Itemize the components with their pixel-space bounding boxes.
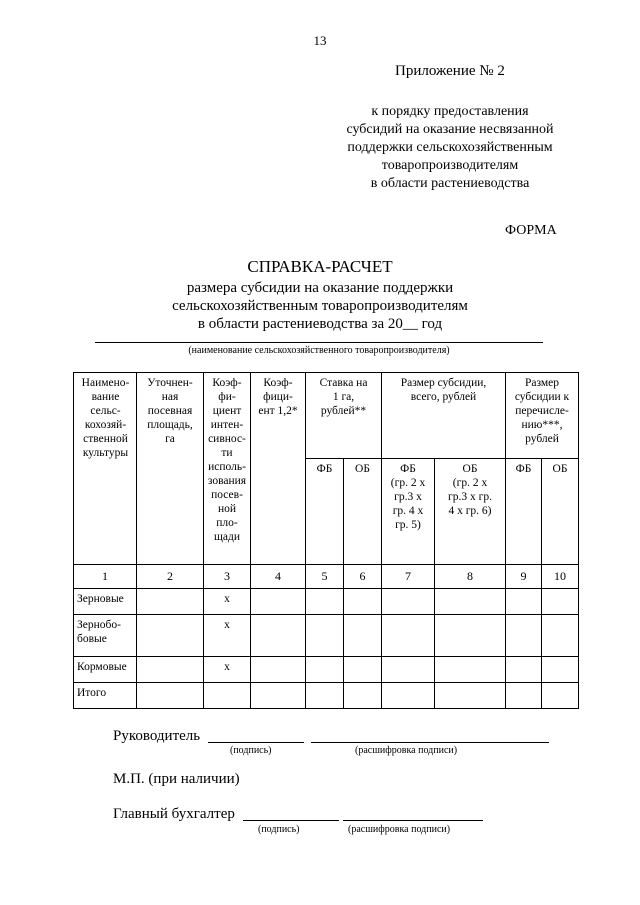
cell-input[interactable]	[435, 683, 506, 709]
column-number-row	[74, 565, 579, 589]
column-number: 2	[137, 565, 204, 589]
cell-input[interactable]	[306, 589, 344, 615]
appendix-line: субсидий на оказание несвязанной	[346, 122, 554, 137]
cell-input[interactable]	[137, 683, 204, 709]
accountant-signature-label: Главный бухгалтер	[113, 806, 235, 822]
column-number: 1	[74, 565, 137, 589]
column-number: 8	[435, 565, 506, 589]
header-transfer-ob: ОБ	[542, 459, 579, 565]
cell-input[interactable]	[251, 589, 306, 615]
subtitle-line: размера субсидии на оказание поддержки	[186, 280, 454, 296]
head-decoding-caption: (расшифровка подписи)	[355, 745, 458, 756]
cell-input[interactable]	[506, 657, 542, 683]
cell-input[interactable]	[382, 615, 435, 657]
cell-input[interactable]	[435, 657, 506, 683]
header-crop-name: Наимено- вание сельс- кохозяй- ственной культуры	[74, 373, 137, 565]
cell-input[interactable]	[137, 589, 204, 615]
cell-input[interactable]	[137, 615, 204, 657]
cell-input[interactable]	[506, 615, 542, 657]
header-rate: Ставка на 1 га, рублей**	[306, 373, 382, 459]
header-rate-fb: ФБ	[306, 459, 344, 565]
accountant-decoding-caption: (расшифровка подписи)	[348, 824, 451, 835]
row-coefficient-mark: х	[204, 589, 251, 615]
row-crop-name: Итого	[74, 683, 137, 709]
column-number: 5	[306, 565, 344, 589]
column-number: 6	[344, 565, 382, 589]
cell-input[interactable]	[251, 615, 306, 657]
producer-name-line[interactable]	[95, 342, 543, 343]
cell-input[interactable]	[435, 589, 506, 615]
row-crop-name: Зерновые	[74, 589, 137, 615]
cell-input[interactable]	[542, 657, 579, 683]
document-subtitle	[0, 279, 640, 333]
subtitle-line: сельскохозяйственным товаропроизводителям	[172, 298, 468, 314]
cell-input[interactable]	[382, 589, 435, 615]
column-number: 10	[542, 565, 579, 589]
appendix-line: к порядку предоставления	[371, 104, 529, 119]
cell-input[interactable]	[251, 657, 306, 683]
cell-input[interactable]	[137, 657, 204, 683]
head-signature-label: Руководитель	[113, 728, 201, 744]
cell-input[interactable]	[542, 589, 579, 615]
cell-input[interactable]	[542, 615, 579, 657]
header-intensity-coefficient: Коэф- фи- циент интен- сивнос- ти исполь- зования посев- ной пло- щади	[204, 373, 251, 565]
producer-name-caption: (наименование сельскохозяйственного товаропроизводителя)	[188, 345, 450, 356]
header-total-fb: ФБ (гр. 2 х гр.3 х гр. 4 х гр. 5)	[382, 459, 435, 565]
header-total-ob: ОБ (гр. 2 х гр.3 х гр. 4 х гр. 6)	[435, 459, 506, 565]
header-subsidy-transfer: Размер субсидии к перечисле- нию***, рублей	[506, 373, 579, 459]
accountant-signature-caption: (подпись)	[258, 824, 300, 835]
subsidy-calculation-table	[73, 372, 579, 709]
table-row	[74, 657, 579, 683]
subtitle-line: в области растениеводства за 20__ год	[197, 316, 443, 332]
document-title: СПРАВКА-РАСЧЕТ	[247, 257, 393, 276]
header-subsidy-total: Размер субсидии, всего, рублей	[382, 373, 506, 459]
head-signature-line[interactable]	[208, 742, 304, 743]
cell-input[interactable]	[306, 615, 344, 657]
cell-input[interactable]	[506, 589, 542, 615]
header-transfer-fb: ФБ	[506, 459, 542, 565]
cell-input[interactable]	[506, 683, 542, 709]
accountant-signature-line[interactable]	[243, 820, 339, 821]
accountant-decoding-line[interactable]	[343, 820, 483, 821]
cell-input[interactable]	[344, 589, 382, 615]
table-row	[74, 615, 579, 657]
cell-input[interactable]	[306, 657, 344, 683]
column-number: 4	[251, 565, 306, 589]
cell-input[interactable]	[344, 683, 382, 709]
head-signature-caption: (подпись)	[230, 745, 272, 756]
appendix-line: в области растениеводства	[370, 176, 530, 191]
cell-input[interactable]	[382, 683, 435, 709]
appendix-text	[300, 103, 600, 193]
appendix-line: товаропроизводителям	[381, 158, 519, 173]
row-coefficient-mark: х	[204, 657, 251, 683]
header-sown-area: Уточнен- ная посевная площадь, га	[137, 373, 204, 565]
row-coefficient-mark	[204, 683, 251, 709]
header-coefficient-1-2: Коэф- фици- ент 1,2*	[251, 373, 306, 565]
table-row	[74, 683, 579, 709]
cell-input[interactable]	[251, 683, 306, 709]
table-row	[74, 589, 579, 615]
cell-input[interactable]	[382, 657, 435, 683]
header-rate-ob: ОБ	[344, 459, 382, 565]
row-coefficient-mark: х	[204, 615, 251, 657]
row-crop-name: Зернобо- бовые	[74, 615, 137, 657]
appendix-title: Приложение № 2	[395, 63, 505, 79]
row-crop-name: Кормовые	[74, 657, 137, 683]
cell-input[interactable]	[542, 683, 579, 709]
appendix-line: поддержки сельскохозяйственным	[347, 140, 553, 155]
page-number: 13	[313, 33, 327, 48]
stamp-label: М.П. (при наличии)	[113, 771, 240, 787]
cell-input[interactable]	[435, 615, 506, 657]
form-label: ФОРМА	[505, 223, 557, 238]
head-decoding-line[interactable]	[311, 742, 549, 743]
cell-input[interactable]	[344, 657, 382, 683]
cell-input[interactable]	[306, 683, 344, 709]
column-number: 9	[506, 565, 542, 589]
column-number: 3	[204, 565, 251, 589]
column-number: 7	[382, 565, 435, 589]
cell-input[interactable]	[344, 615, 382, 657]
